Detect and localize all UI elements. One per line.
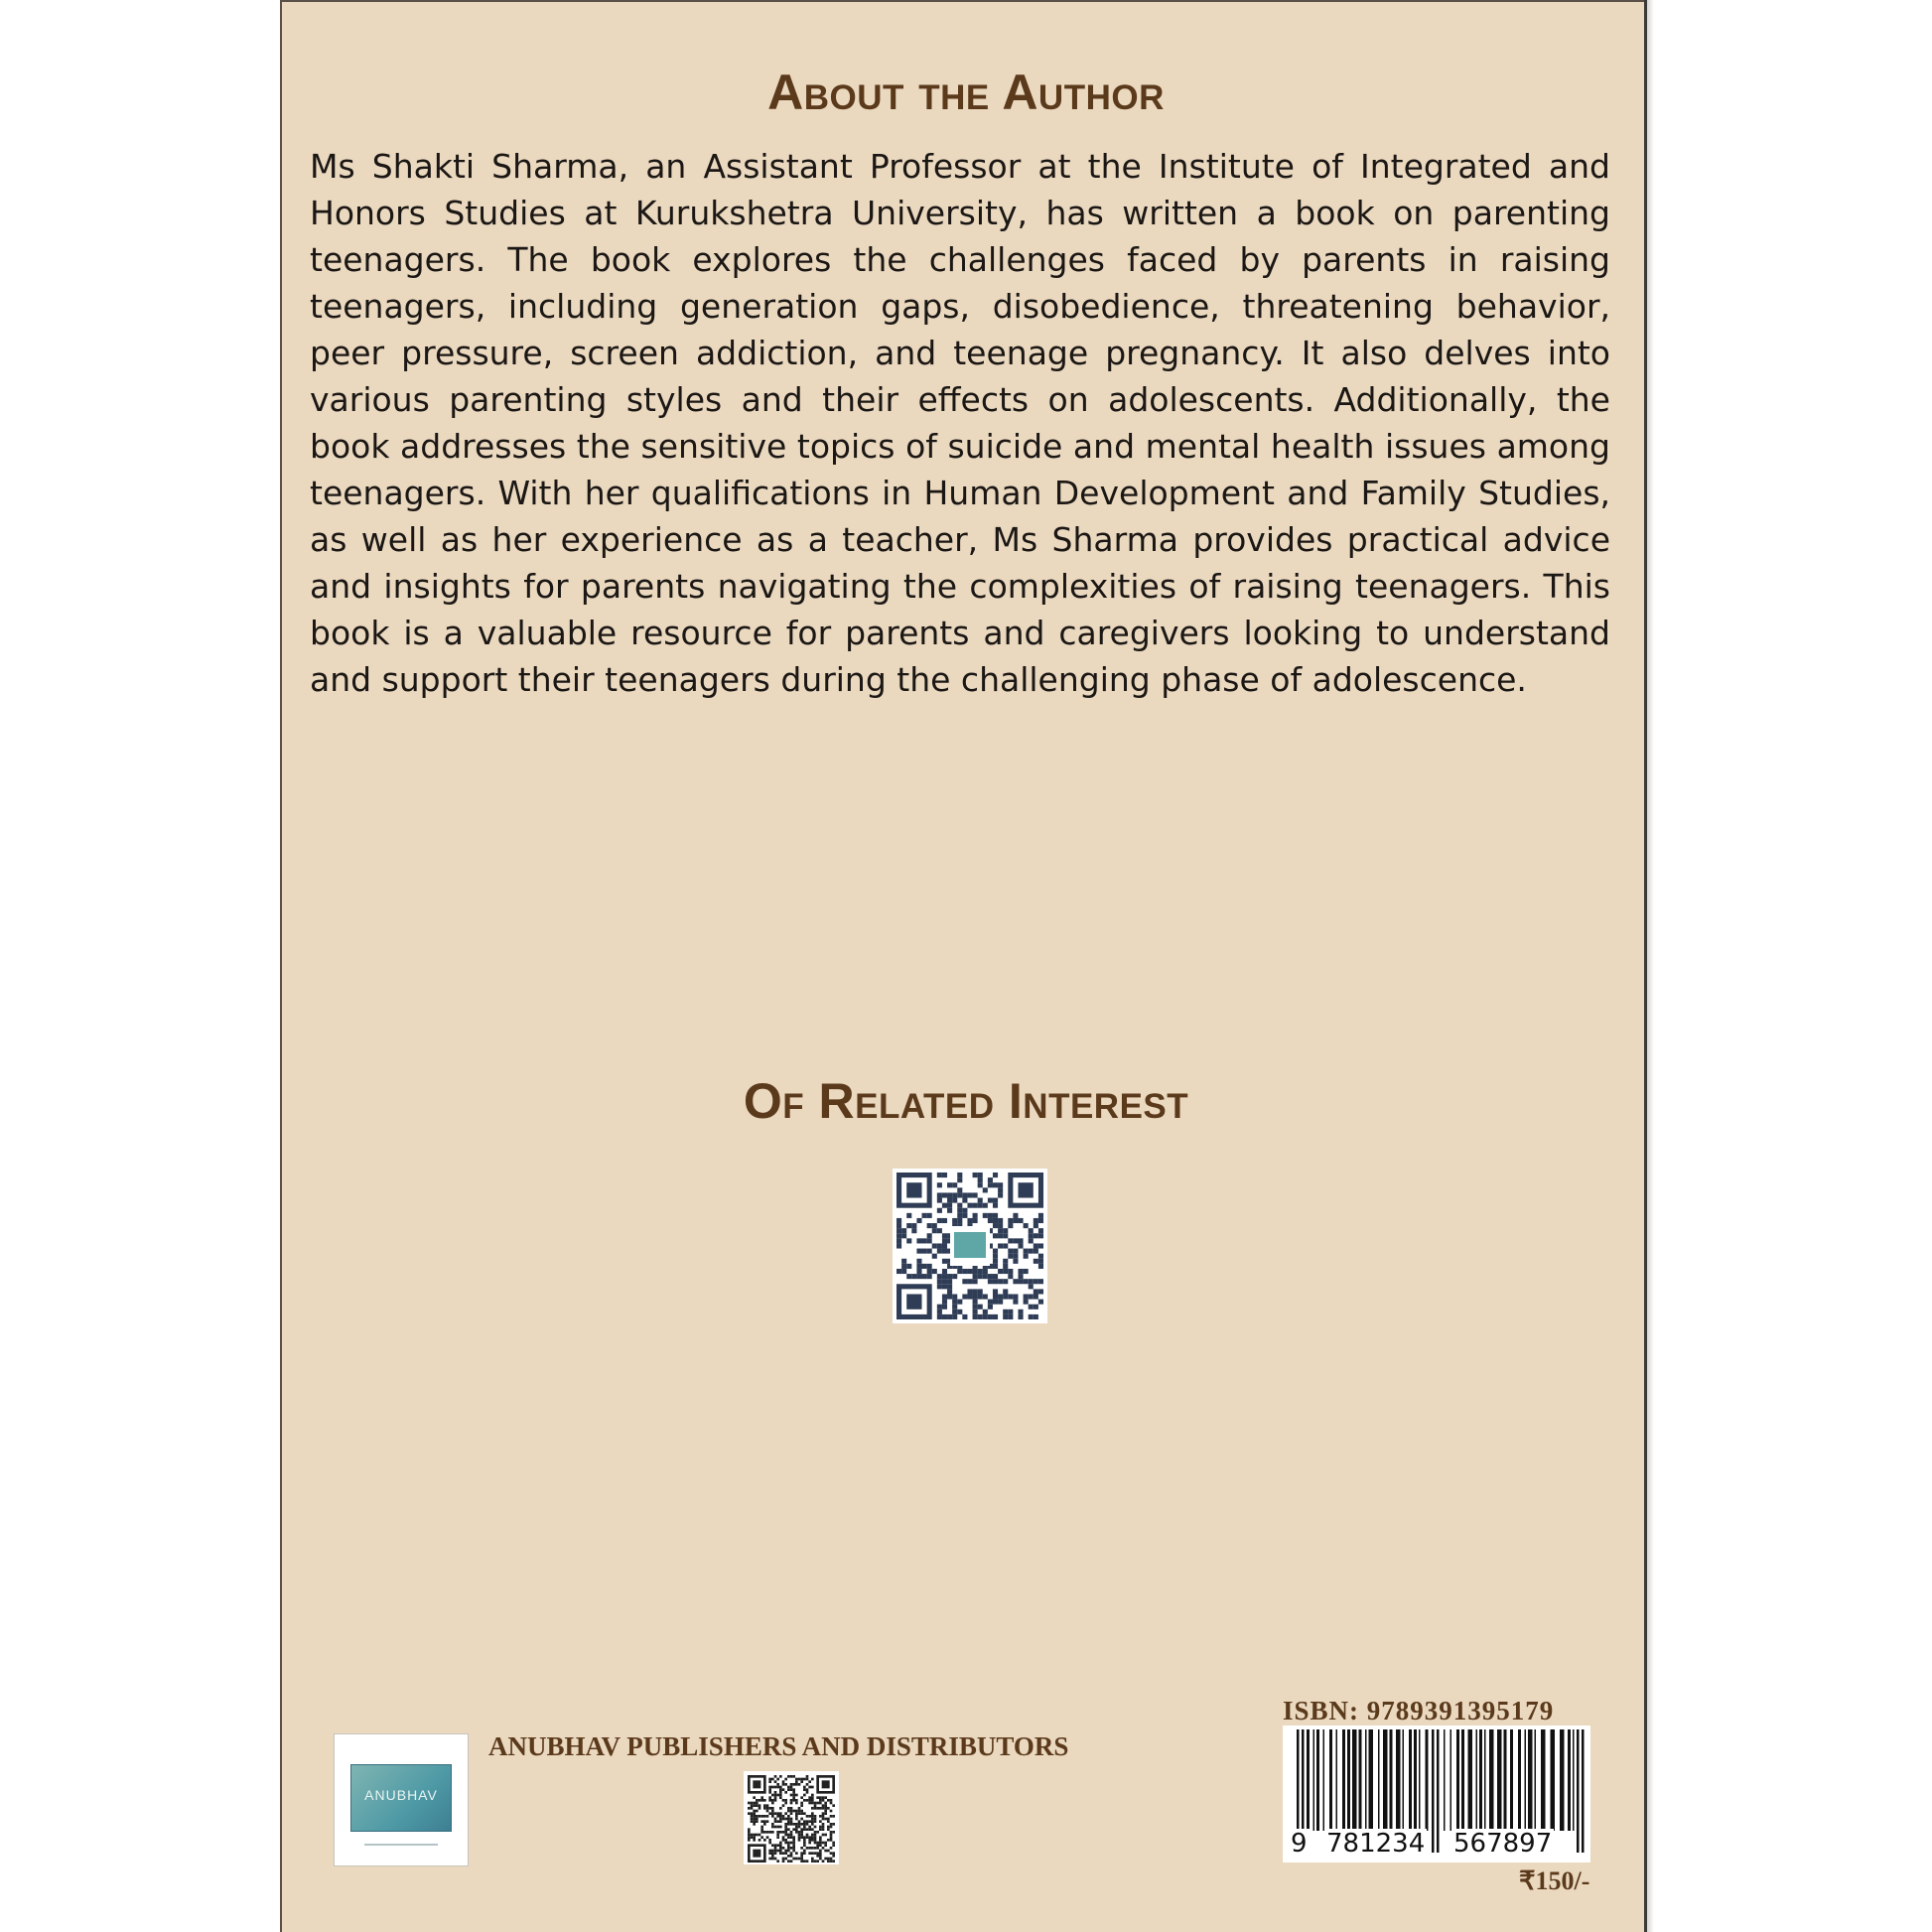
- isbn-barcode: [1283, 1725, 1590, 1863]
- author-bio: Ms Shakti Sharma, an Assistant Professor at the Institute of Integrated and Honors Studies at Kurukshetra University, has written a book on parenting teenagers. The book explores the challenges faced by parents in raising teenagers, including generation gaps, disobedience, threatening behavior, peer pressure, screen addiction, and teenage pregnancy. It also delves into various parenting styles and their effects on adolescents. Additionally, the book addresses the sensitive topics of suicide and mental health issues among teenagers. With her qualifications in Human Development and Family Studies, as well as her experience as a teacher, Ms Sharma provides practical advice and insights for parents navigating the complexities of raising teenagers. This book is a valuable resource for parents and caregivers looking to understand and support their teenagers during the challenging phase of adolescence.: [310, 147, 1610, 699]
- qr-code-icon[interactable]: [893, 1169, 1047, 1323]
- barcode-digits-right: 567897: [1453, 1829, 1553, 1859]
- barcode-digits-left: 781234: [1326, 1829, 1426, 1859]
- publisher-name: ANUBHAV PUBLISHERS AND DISTRIBUTORS: [488, 1731, 1069, 1761]
- publisher-logo-text: ANUBHAV: [364, 1787, 438, 1803]
- book-icon: [350, 1764, 452, 1832]
- spine-edge: [1644, 0, 1654, 1932]
- logo-caption-line: [364, 1844, 438, 1846]
- isbn-label: ISBN: 9789391395179: [1283, 1696, 1555, 1725]
- publisher-qr-code-icon[interactable]: [744, 1771, 839, 1864]
- publisher-logo: [334, 1733, 469, 1866]
- about-author-heading: About the Author: [767, 65, 1165, 120]
- related-interest-heading: Of Related Interest: [743, 1073, 1189, 1129]
- barcode-digits: [1283, 1825, 1590, 1861]
- barcode-digit-first: 9: [1291, 1829, 1308, 1859]
- price-label: ₹150/-: [1519, 1866, 1590, 1895]
